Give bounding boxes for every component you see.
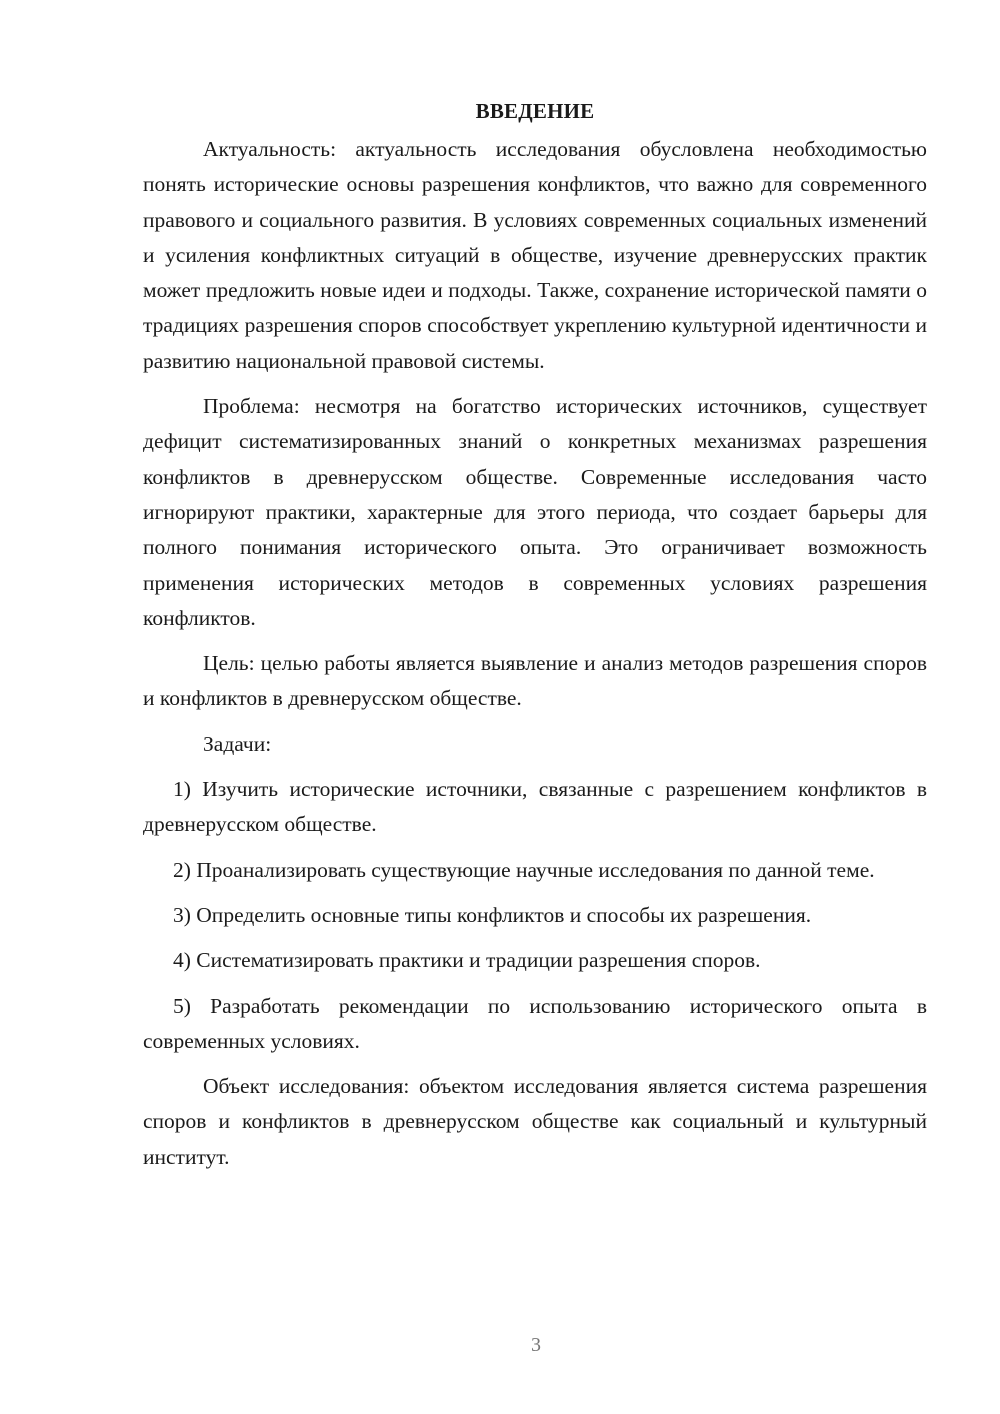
task-item-2: 2) Проанализировать существующие научные исследования по данной теме. — [173, 857, 875, 882]
task-item-1: 1) Изучить исторические источники, связанные с разрешением конфликтов в древнерусском обществе. — [143, 777, 927, 837]
task-item-3: 3) Определить основные типы конфликтов и способы их разрешения. — [173, 902, 812, 927]
task-item-5: 5) Разработать рекомендации по использованию исторического опыта в современных условиях. — [143, 993, 927, 1053]
relevance-paragraph: Актуальность: актуальность исследования обусловлена необходимостью понять исторические основы разрешения конфликтов, что важно для современного правового и социального развития. В условиях современных социальных изменений и усиления конфликтных ситуаций в обществе, изучение древнерусских практик может предложить новые идеи и подходы. Также, сохранение исторической памяти о традициях разрешения споров способствует укреплению культурной идентичности и развитию национальной правовой системы. — [143, 137, 927, 373]
page-number: 3 — [531, 1334, 541, 1356]
problem-paragraph: Проблема: несмотря на богатство исторических источников, существует дефицит систематизированных знаний о конкретных механизмах разрешения конфликтов в древнерусском обществе. Современные исследования часто игнорируют практики, характерные для этого периода, что создает барьеры для полного понимания исторического опыта. Это ограничивает возможность применения исторических методов в современных условиях разрешения конфликтов. — [143, 394, 927, 630]
task-item-4: 4) Систематизировать практики и традиции разрешения споров. — [173, 948, 761, 973]
document-page — [143, 96, 927, 1185]
object-paragraph: Объект исследования: объектом исследования является система разрешения споров и конфликтов в древнерусском обществе как социальный и культурный институт. — [143, 1074, 927, 1169]
goal-paragraph: Цель: целью работы является выявление и анализ методов разрешения споров и конфликтов в древнерусском обществе. — [143, 651, 927, 711]
page-title: ВВЕДЕНИЕ — [475, 99, 595, 123]
tasks-label: Задачи: — [203, 731, 272, 756]
